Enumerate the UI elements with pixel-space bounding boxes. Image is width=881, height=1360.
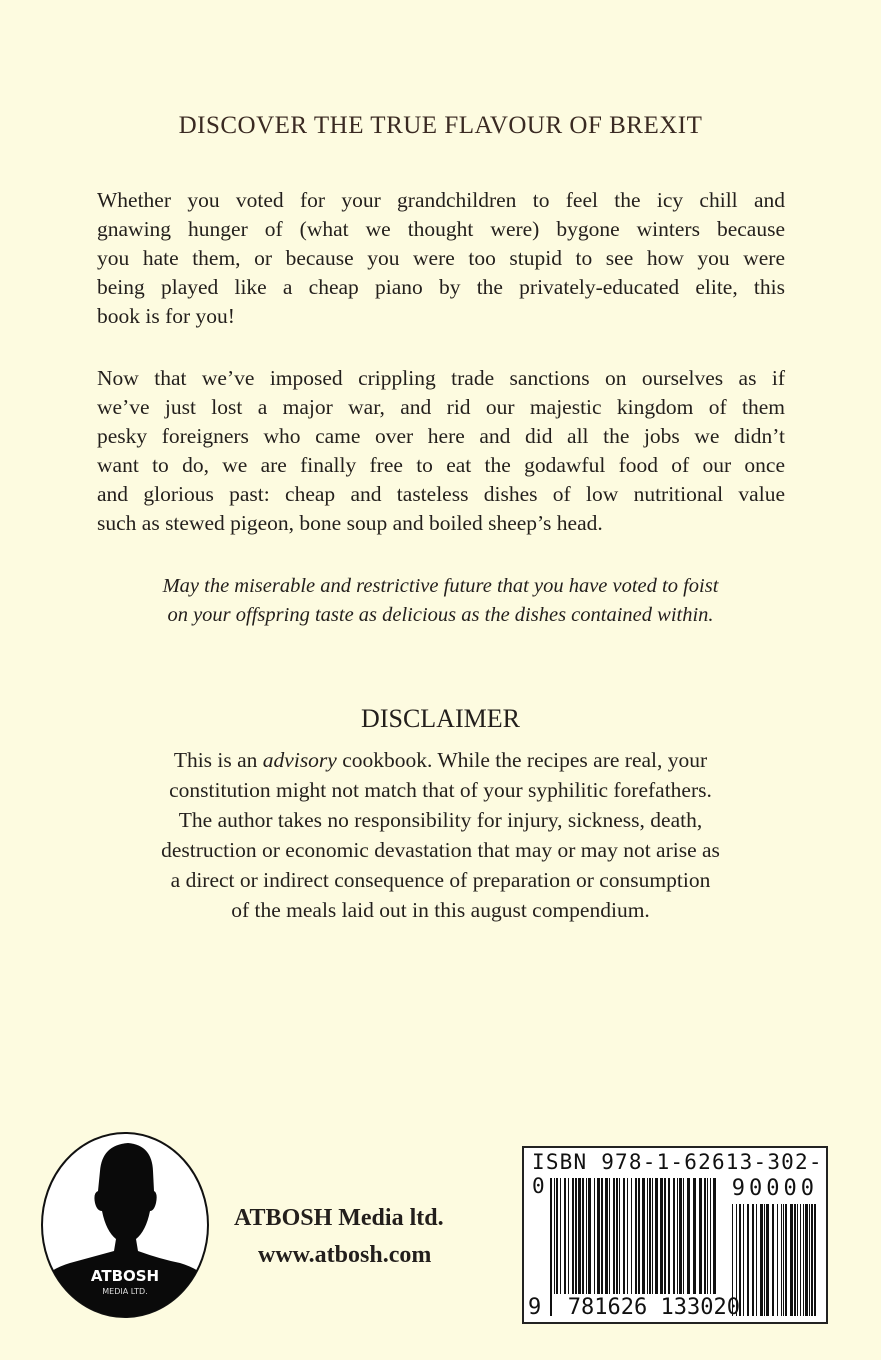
second-paragraph xyxy=(97,364,785,538)
barcode-bar xyxy=(797,1204,798,1316)
text-line: Now that we’ve imposed crippling trade sanctions on ourselves as if xyxy=(97,366,785,390)
barcode-bar xyxy=(766,1204,769,1316)
text: cookbook. While the recipes are real, your xyxy=(336,748,708,772)
barcode-bar xyxy=(760,1204,763,1316)
publisher-logo xyxy=(40,1131,210,1319)
disclaimer-text xyxy=(0,745,881,925)
digit-group-2: 133020 xyxy=(660,1295,740,1320)
emphasis: advisory xyxy=(262,748,337,772)
barcode-bar xyxy=(772,1204,774,1316)
text-line: book is for you! xyxy=(97,304,235,328)
barcode-bar xyxy=(743,1204,744,1316)
barcode-bar xyxy=(811,1204,813,1316)
headline: DISCOVER THE TRUE FLAVOUR OF BREXIT xyxy=(178,112,703,139)
barcode-digits xyxy=(528,1295,740,1320)
isbn-text: ISBN 978-1-62613-302-0 xyxy=(532,1150,823,1198)
intro-paragraph xyxy=(97,186,785,331)
logo-name: ATBOSH xyxy=(90,1267,160,1285)
lead-digit: 9 xyxy=(528,1295,542,1320)
disclaimer-line: destruction or economic devastation that may or may not arise as xyxy=(161,838,720,862)
disclaimer-line: The author takes no responsibility for injury, sickness, death, xyxy=(178,808,703,832)
barcode-bar xyxy=(781,1204,782,1316)
publisher-website: www.atbosh.com xyxy=(258,1242,432,1268)
barcode-bar xyxy=(800,1204,801,1316)
text: This is an xyxy=(173,748,263,772)
text-line: Whether you voted for your grandchildren to feel the icy chill and xyxy=(97,188,785,212)
text-line: we’ve just lost a major war, and rid our majestic kingdom of them xyxy=(97,395,785,419)
barcode-bar xyxy=(777,1204,778,1316)
italic-quote xyxy=(0,572,881,630)
disclaimer-line: constitution might not match that of your syphilitic forefathers. xyxy=(169,778,712,802)
barcode-bar xyxy=(790,1204,793,1316)
digit-group-1: 781626 xyxy=(567,1295,648,1320)
disclaimer-line xyxy=(0,745,881,775)
text-line: gnawing hunger of (what we thought were) bygone winters because xyxy=(97,217,785,241)
barcode-bar xyxy=(752,1204,754,1316)
text-line: being played like a cheap piano by the privately-educated elite, this xyxy=(97,275,785,299)
logo-subtitle: MEDIA LTD. xyxy=(102,1287,148,1296)
disclaimer-title: DISCLAIMER xyxy=(361,704,520,733)
barcode-bar xyxy=(783,1204,784,1316)
barcode-bar xyxy=(794,1204,796,1316)
quote-line: May the miserable and restrictive future that you have voted to foist xyxy=(162,575,719,597)
text-line: want to do, we are finally free to eat the godawful food of our once xyxy=(97,453,785,477)
disclaimer-line: of the meals laid out in this august compendium. xyxy=(231,898,650,922)
text-line: such as stewed pigeon, bone soup and boiled sheep’s head. xyxy=(97,511,603,535)
barcode-bar xyxy=(756,1204,757,1316)
text-line: pesky foreigners who came over here and did all the jobs we didn’t xyxy=(97,424,785,448)
barcode-bar xyxy=(785,1204,787,1316)
isbn-barcode xyxy=(522,1146,828,1324)
barcode-bar xyxy=(747,1204,749,1316)
publisher-name: ATBOSH Media ltd. xyxy=(234,1205,444,1231)
barcode-bar xyxy=(803,1204,804,1316)
publisher-info xyxy=(234,1200,444,1274)
text-line: and glorious past: cheap and tasteless dishes of low nutritional value xyxy=(97,482,785,506)
text-line: you hate them, or because you were too stupid to see how you were xyxy=(97,246,785,270)
barcode-bar xyxy=(805,1204,808,1316)
barcode-bar xyxy=(809,1204,810,1316)
quote-line: on your offspring taste as delicious as the dishes contained within. xyxy=(167,604,714,626)
barcode-bar xyxy=(814,1204,816,1316)
barcode-bar xyxy=(764,1204,765,1316)
disclaimer-line: a direct or indirect consequence of preparation or consumption xyxy=(170,868,711,892)
addon-code: 90000 xyxy=(731,1176,818,1201)
